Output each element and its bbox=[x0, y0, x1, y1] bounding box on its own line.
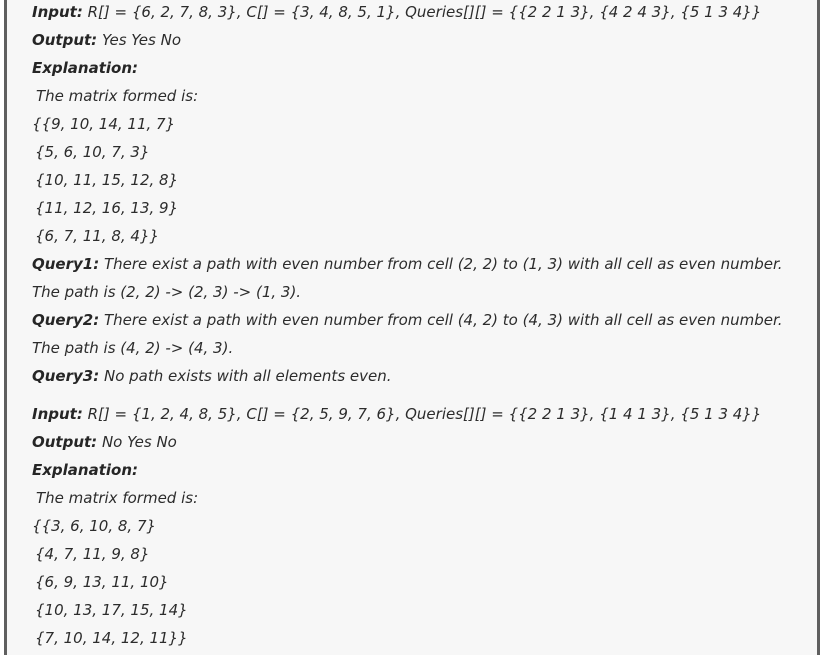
output-label: Output: bbox=[32, 31, 98, 49]
matrix-row: {6, 9, 13, 11, 10} bbox=[35, 573, 169, 591]
input-label: Input: bbox=[32, 3, 83, 21]
matrix-row: {{3, 6, 10, 8, 7} bbox=[32, 517, 157, 535]
explanation-label: Explanation: bbox=[32, 461, 139, 479]
query1-text: There exist a path with even number from cell (2, 2) to (1, 3) with all cell as even number. bbox=[99, 255, 783, 273]
input-text: R[] = {6, 2, 7, 8, 3}, C[] = {3, 4, 8, 5, 1}, Queries[][] = {{2 2 1 3}, {4 2 4 3}, {5 1 3 4}} bbox=[82, 3, 762, 21]
example-panel bbox=[4, 0, 820, 655]
output-text: Yes Yes No bbox=[97, 31, 182, 49]
matrix-row: {10, 11, 15, 12, 8} bbox=[35, 171, 179, 189]
matrix-row: {7, 10, 14, 12, 11}} bbox=[35, 629, 188, 647]
example-2-input-line bbox=[32, 400, 812, 428]
query1-path: The path is (2, 2) -> (2, 3) -> (1, 3). bbox=[32, 283, 302, 301]
query3-line bbox=[32, 362, 812, 390]
matrix-row: {{9, 10, 14, 11, 7} bbox=[32, 115, 176, 133]
example-2-explanation-heading bbox=[32, 456, 812, 484]
example-2-output-line bbox=[32, 428, 812, 456]
example-content bbox=[32, 0, 812, 652]
query3-label: Query3: bbox=[32, 367, 100, 385]
matrix-row: {10, 13, 17, 15, 14} bbox=[35, 601, 188, 619]
query2-line bbox=[32, 306, 812, 334]
input-text: R[] = {1, 2, 4, 8, 5}, C[] = {2, 5, 9, 7, 6}, Queries[][] = {{2 2 1 3}, {1 4 1 3}, {5 1 3 4}} bbox=[82, 405, 762, 423]
query3-text: No path exists with all elements even. bbox=[99, 367, 392, 385]
example-1-explanation-heading bbox=[32, 54, 812, 82]
explanation-label: Explanation: bbox=[32, 59, 139, 77]
input-label: Input: bbox=[32, 405, 83, 423]
matrix-row: {4, 7, 11, 9, 8} bbox=[35, 545, 150, 563]
matrix-intro: The matrix formed is: bbox=[36, 489, 199, 507]
query1-line bbox=[32, 250, 812, 278]
matrix-intro: The matrix formed is: bbox=[36, 87, 199, 105]
query2-label: Query2: bbox=[32, 311, 100, 329]
matrix-row: {11, 12, 16, 13, 9} bbox=[35, 199, 179, 217]
output-label: Output: bbox=[32, 433, 98, 451]
matrix-row: {6, 7, 11, 8, 4}} bbox=[35, 227, 160, 245]
matrix-row: {5, 6, 10, 7, 3} bbox=[35, 143, 150, 161]
example-1-output-line bbox=[32, 26, 812, 54]
example-1-input-line bbox=[32, 0, 812, 26]
output-text: No Yes No bbox=[97, 433, 177, 451]
query2-path: The path is (4, 2) -> (4, 3). bbox=[32, 339, 234, 357]
query2-text: There exist a path with even number from cell (4, 2) to (4, 3) with all cell as even number. bbox=[99, 311, 783, 329]
query1-label: Query1: bbox=[32, 255, 100, 273]
example-separator bbox=[32, 390, 812, 400]
